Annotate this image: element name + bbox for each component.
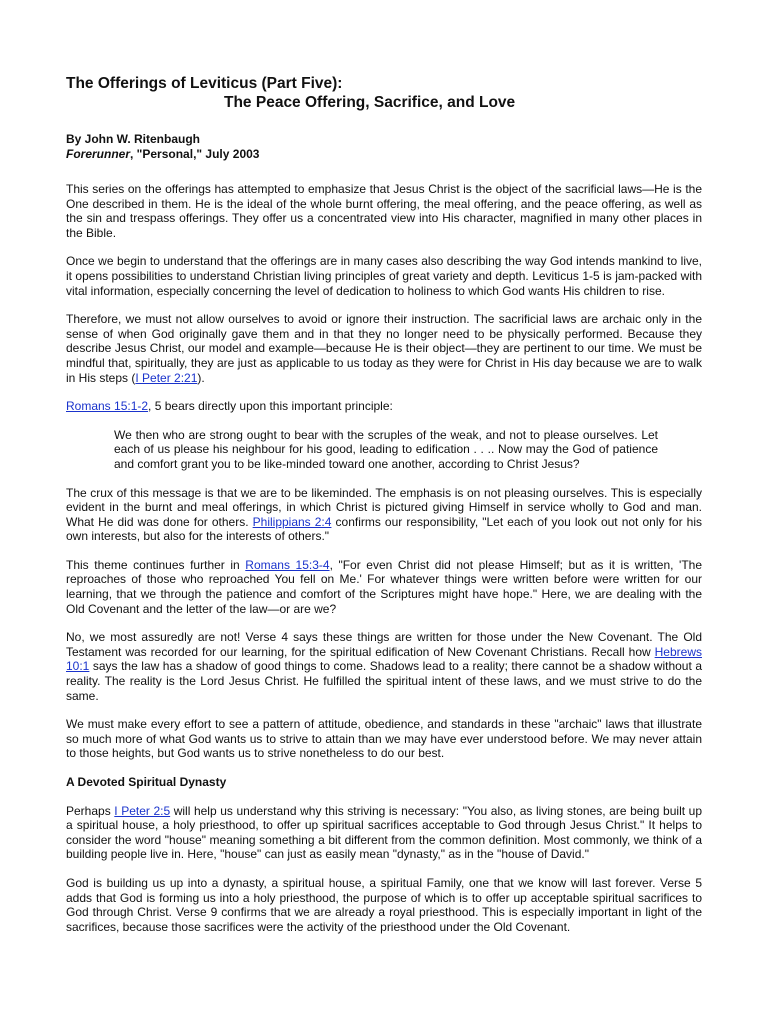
paragraph-9-text-b: will help us understand why this striving is necessary: "You also, as living stones, are being built up a spiritual house, a holy priesthood, to offer up spiritual sacrifices acceptable to God through Jesus Christ." It helps to consider the word "house" meaning something a bit different from the common definition. Most commonly, we think of a building people live in. Here, "house" can just as easily mean "dynasty," as in the "house of David." bbox=[66, 803, 702, 862]
paragraph-3-text-a: Therefore, we must not allow ourselves to avoid or ignore their instruction. The sacrificial laws are archaic only in the sense of when God originally gave them and in that they no longer need to be physically performed. Because they describe Jesus Christ, our model and example—because He is their object—they are pertinent to our time. We must be mindful that, spiritually, they are just as applicable to us today as they were for Christ in His day because we are to walk in His steps ( bbox=[66, 312, 702, 385]
link-i-peter-2-21[interactable]: I Peter 2:21 bbox=[135, 370, 198, 385]
link-romans-15-3-4[interactable]: Romans 15:3-4 bbox=[245, 557, 330, 572]
article bbox=[66, 74, 702, 948]
link-philippians-2-4[interactable]: Philippians 2:4 bbox=[252, 514, 332, 529]
paragraph-7-text-a: No, we most assuredly are not! Verse 4 says these things are written for those under the New Covenant. The Old Testament was recorded for our learning, for the spiritual edification of New Covenant Christians. Recall how bbox=[66, 630, 702, 659]
section-heading: A Devoted Spiritual Dynasty bbox=[66, 775, 227, 789]
paragraph-9 bbox=[66, 804, 702, 862]
paragraph-8: We must make every effort to see a pattern of attitude, obedience, and standards in these "archaic" laws that illustrate so much more of what God wants us to strive to attain than we may have ever understood before. We may never attain to those heights, but God wants us to strive nonetheless to do our best. bbox=[66, 717, 702, 761]
paragraph-9-text-a: Perhaps bbox=[66, 803, 115, 818]
title-line-1: The Offerings of Leviticus (Part Five): bbox=[66, 75, 343, 92]
link-hebrews-10-1[interactable]: Hebrews 10:1 bbox=[66, 644, 702, 674]
publication-line bbox=[66, 147, 702, 162]
paragraph-6-text-b: , "For even Christ did not please Himself; but as it is written, 'The reproaches of those who reproached You fell on Me.' For whatever things were written before were written for our learning, that we through the patience and comfort of the Scriptures might have hope." Here, we are dealing with the Old Covenant and the letter of the law—or are we? bbox=[66, 557, 702, 616]
publication-details: , "Personal," July 2003 bbox=[130, 146, 260, 161]
link-romans-15-1-2[interactable]: Romans 15:1-2 bbox=[66, 399, 149, 414]
paragraph-4 bbox=[66, 399, 702, 414]
paragraph-6 bbox=[66, 558, 702, 616]
paragraph-2: Once we begin to understand that the offerings are in many cases also describing the way God intends mankind to live, it opens possibilities to understand Christian living principles of great variety and depth. Leviticus 1-5 is jam-packed with vital information, especially concerning the level of dedication to holiness to which God wants His children to rise. bbox=[66, 254, 702, 298]
byline bbox=[66, 132, 702, 161]
paragraph-3-text-b: ). bbox=[197, 370, 205, 385]
paragraph-3 bbox=[66, 312, 702, 385]
paragraph-10: God is building us up into a dynasty, a spiritual house, a spiritual Family, one that we know will last forever. Verse 5 adds that God is forming us into a holy priesthood, the purpose of which is to offer up acceptable spiritual sacrifices to God through Christ. Verse 9 confirms that we are already a royal priesthood. This is especially important in light of the sacrifices, because those sacrifices were the activity of the priesthood under the Old Covenant. bbox=[66, 875, 702, 934]
publication-name: Forerunner bbox=[66, 146, 131, 161]
title-line-2: The Peace Offering, Sacrifice, and Love bbox=[224, 94, 516, 111]
link-i-peter-2-5[interactable]: I Peter 2:5 bbox=[114, 803, 171, 818]
author: By John W. Ritenbaugh bbox=[66, 132, 200, 146]
paragraph-5 bbox=[66, 486, 702, 544]
paragraph-6-text-a: This theme continues further in bbox=[66, 557, 246, 572]
scripture-quote: We then who are strong ought to bear with the scruples of the weak, and not to please ourselves. Let each of us please his neighbour for his good, leading to edification . . .. Now may the God of patience and comfort grant you to be like-minded toward one another, according to Christ Jesus? bbox=[114, 427, 658, 471]
paragraph-7 bbox=[66, 630, 702, 703]
paragraph-4-text: , 5 bears directly upon this important principle: bbox=[148, 399, 393, 414]
paragraph-5-text-b: confirms our responsibility, "Let each of you look out not only for his own interests, but also for the interests of others." bbox=[66, 514, 702, 544]
paragraph-5-text-a: The crux of this message is that we are to be likeminded. The emphasis is on not pleasing ourselves. This is especially evident in the burnt and meal offerings, in which Christ is pictured giving Himself in service wholly to God and man. What He did was done for others. bbox=[66, 485, 702, 529]
paragraph-1: This series on the offerings has attempted to emphasize that Jesus Christ is the object of the sacrificial laws—He is the One described in them. He is the ideal of the whole burnt offering, the meal offering, and the peace offering, as well as the sin and trespass offerings. They offer us a concentrated view into His character, magnified in many other places in the Bible. bbox=[66, 182, 702, 240]
paragraph-7-text-b: says the law has a shadow of good things to come. Shadows lead to a reality; there cannot be a shadow without a reality. The reality is the Lord Jesus Christ. He fulfilled the spiritual intent of these laws, and we must strive to do the same. bbox=[66, 659, 702, 703]
